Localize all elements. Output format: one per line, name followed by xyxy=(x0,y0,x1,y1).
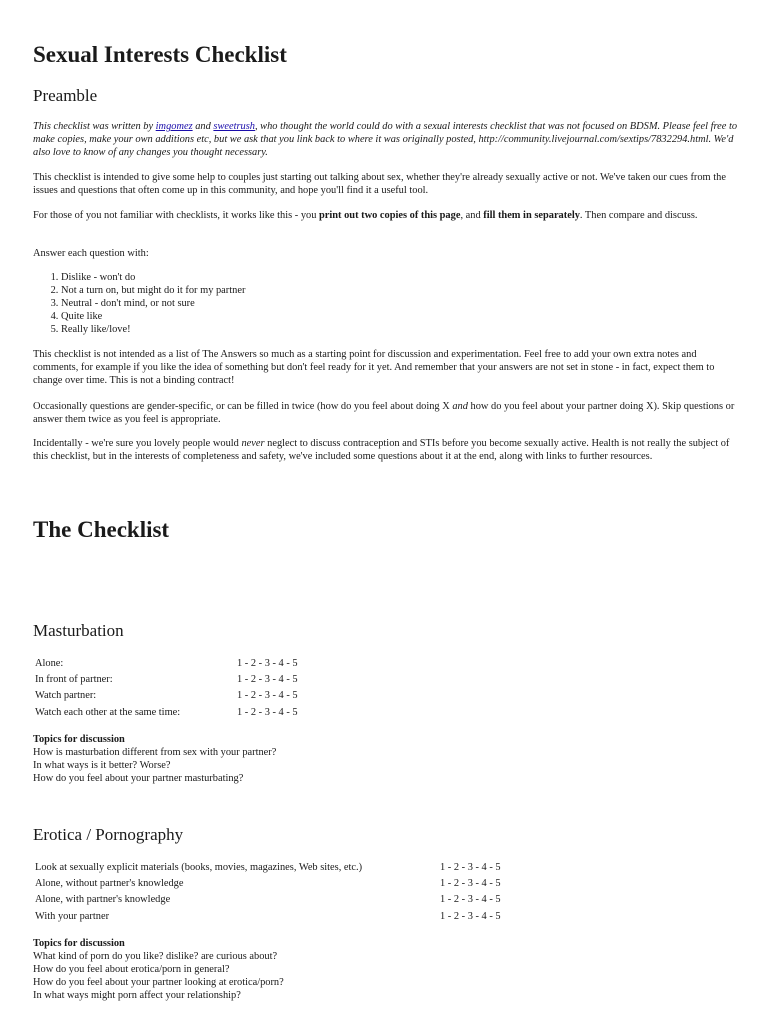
answer-option-4: 4. Quite like xyxy=(61,310,245,323)
gender-note-text-1: Occasionally questions are gender-specific, or can be filled in twice (how do you feel about doing X xyxy=(33,401,453,412)
section-heading-masturbation: Masturbation xyxy=(33,621,124,640)
preamble-heading: Preamble xyxy=(33,86,98,105)
rating-table-masturbation xyxy=(33,655,300,720)
instructions-bold-1: print out two copies of this page xyxy=(319,210,461,221)
rating-scale: 1 - 2 - 3 - 4 - 5 xyxy=(237,673,298,685)
rating-label: Watch each other at the same time: xyxy=(35,706,181,718)
answer-intro: Answer each question with: xyxy=(33,248,149,259)
answer-option-3: 3. Neutral - don't mind, or not sure xyxy=(61,297,245,310)
topic-item: How do you feel about your partner looking at erotica/porn? xyxy=(33,977,284,988)
rating-label: Alone, without partner's knowledge xyxy=(35,877,184,889)
rating-label: Alone: xyxy=(35,657,64,669)
gender-note-paragraph xyxy=(33,400,738,426)
rating-label: Watch partner: xyxy=(35,690,97,702)
intro-paragraph xyxy=(33,120,738,159)
rating-label: In front of partner: xyxy=(35,673,113,685)
topic-item: What kind of porn do you like? dislike? are curious about? xyxy=(33,951,278,962)
intro-text-3: , who thought the world could do with a sexual interests checklist that was not focused on BDSM. Please feel free to make copies, make your own additions etc, but we ask that you link back to where it was originally posted, http://community.livejournal.com/sextips/7832294.html. We'd also love to know of any changes you thought necessary. xyxy=(33,121,738,158)
topic-item: In what ways might porn affect your relationship? xyxy=(33,990,241,1001)
topic-item: How do you feel about your partner masturbating? xyxy=(33,773,244,784)
rating-row xyxy=(33,908,503,924)
rating-scale: 1 - 2 - 3 - 4 - 5 xyxy=(237,706,298,718)
rating-row xyxy=(33,704,300,720)
health-note-emphasis: never xyxy=(241,438,265,449)
discussion-topics-erotica xyxy=(33,937,284,1002)
answer-option-1: 1. Dislike - won't do xyxy=(61,271,245,284)
rating-scale: 1 - 2 - 3 - 4 - 5 xyxy=(440,861,501,873)
instructions-text-3: . Then compare and discuss. xyxy=(579,210,698,221)
rating-row xyxy=(33,859,503,875)
section-heading-erotica: Erotica / Pornography xyxy=(33,825,184,844)
health-note-text-2: neglect to discuss contraception and STIs before you become sexually active. Health is not really the subject of this checklist, but in the interests of completeness and safety, we've included some questions about it at the end, along with links to further resources. xyxy=(33,438,730,462)
rating-label: Look at sexually explicit materials (books, movies, magazines, Web sites, etc.) xyxy=(35,861,363,873)
health-note-paragraph xyxy=(33,437,738,463)
rating-scale: 1 - 2 - 3 - 4 - 5 xyxy=(440,877,501,889)
instructions-text-1: For those of you not familiar with checklists, it works like this - you xyxy=(33,210,319,221)
rating-row xyxy=(33,655,300,671)
author-link-sweetrush[interactable]: sweetrush xyxy=(213,121,255,132)
rating-scale: 1 - 2 - 3 - 4 - 5 xyxy=(440,894,501,906)
instructions-paragraph xyxy=(33,209,738,222)
instructions-text-2: , and xyxy=(460,210,484,221)
page-title: Sexual Interests Checklist xyxy=(33,42,287,67)
topics-heading: Topics for discussion xyxy=(33,938,125,949)
purpose-paragraph: This checklist is intended to give some help to couples just starting out talking about sex, whether they're already sexually active or not. We've taken our cues from the issues and questions that often come up in this community, and hope you'll find it a useful tool. xyxy=(33,172,726,196)
topic-item: In what ways is it better? Worse? xyxy=(33,760,171,771)
rating-row xyxy=(33,875,503,891)
rating-scale: 1 - 2 - 3 - 4 - 5 xyxy=(237,690,298,702)
topic-item: How is masturbation different from sex with your partner? xyxy=(33,747,277,758)
topic-item: How do you feel about erotica/porn in general? xyxy=(33,964,230,975)
rating-row xyxy=(33,892,503,908)
intro-text-2: and xyxy=(192,121,214,132)
gender-note-emphasis: and xyxy=(452,401,468,412)
health-note-text-1: Incidentally - we're sure you lovely people would xyxy=(33,438,242,449)
rating-label: Alone, with partner's knowledge xyxy=(35,894,171,906)
rating-row xyxy=(33,688,300,704)
answer-option-5: 5. Really like/love! xyxy=(61,323,245,336)
author-link-imgomez[interactable]: imgomez xyxy=(155,121,193,132)
gender-note-text-2: how do you feel about your partner doing X). Skip questions or answer them twice as you feel is appropriate. xyxy=(33,401,735,425)
answer-option-2: 2. Not a turn on, but might do it for my partner xyxy=(61,284,245,297)
topics-heading: Topics for discussion xyxy=(33,734,125,745)
rating-scale: 1 - 2 - 3 - 4 - 5 xyxy=(237,657,298,669)
checklist-heading: The Checklist xyxy=(33,517,170,542)
disclaimer-paragraph: This checklist is not intended as a list of The Answers so much as a starting point for discussion and experimentation. Feel free to add your own extra notes and comments, for example if you like the idea of something but don't feel ready for it yet. And remember that your answers are not set in stone - in fact, expect them to change over time. This is not a binding contract! xyxy=(33,349,715,386)
answer-scale-list xyxy=(33,271,245,336)
rating-label: With your partner xyxy=(35,910,110,922)
rating-table-erotica xyxy=(33,859,503,924)
rating-row xyxy=(33,671,300,687)
intro-text-1: This checklist was written by xyxy=(33,121,156,132)
instructions-bold-2: fill them in separately xyxy=(483,210,580,221)
rating-scale: 1 - 2 - 3 - 4 - 5 xyxy=(440,910,501,922)
discussion-topics-masturbation xyxy=(33,733,276,785)
